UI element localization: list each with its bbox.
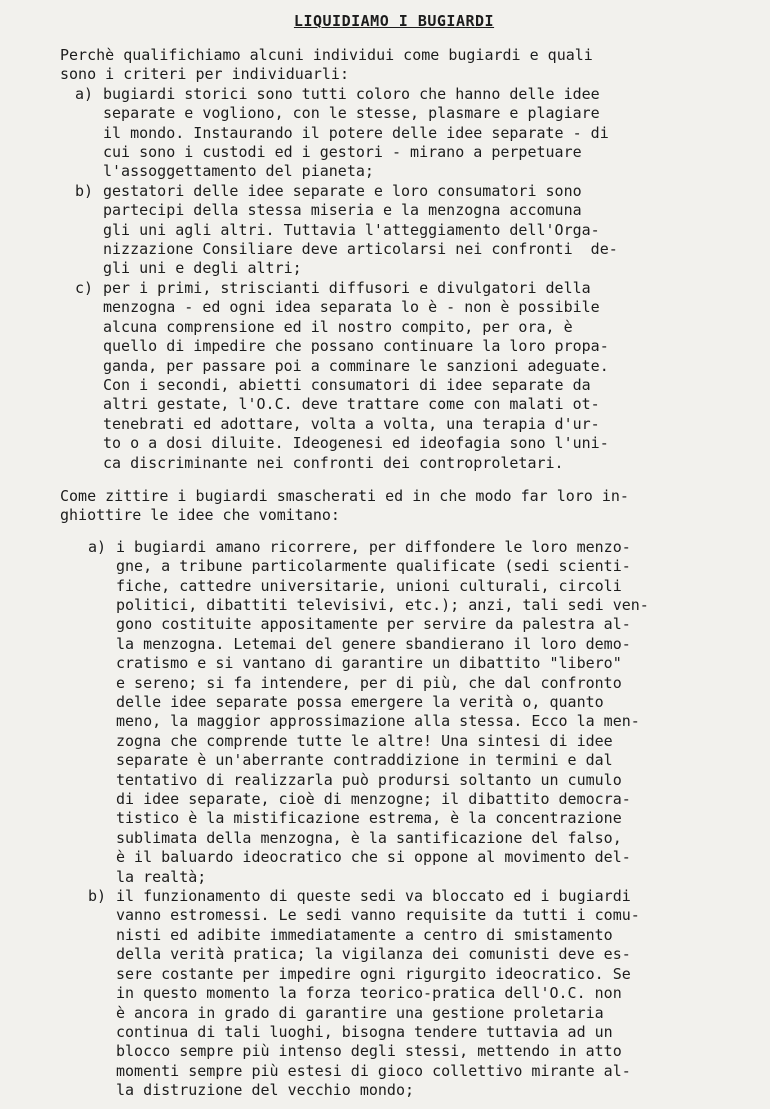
list-item — [58, 85, 730, 182]
intro-paragraph-1: Perchè qualifichiamo alcuni individui come bugiardi e quali sono i criteri per individuarli: — [60, 46, 593, 84]
intro-paragraph-2: Come zittire i bugiardi smascherati ed in che modo far loro in- ghiottire le idee che vomitano: — [60, 486, 629, 525]
list-item-text: bugiardi storici sono tutti coloro che hanno delle idee separate e vogliono, con le stesse, plasmare e plagiare il mondo. Instaurando il potere delle idee separate - di cui sono i custodi ed i gestori - mirano a perpetuare l'assoggettamento del pianeta; — [103, 84, 609, 181]
list-item-text: per i primi, striscianti diffusori e divulgatori della menzogna - ed ogni idea separata lo è - non è possibile alcuna comprensione ed il nostro compito, per ora, è quello di impedire che possano continuare la loro propa- ganda, per passare poi a comminare le sanzioni adeguate. Con i secondi, abietti consumatori di idee separate da altri gestate, l'O.C. deve trattare come con malati ot- tenebrati ed adottare, volta a volta, una terapia d'ur- to o a dosi diluite. Ideogenesi ed ideofagia sono l'uni- ca discriminante nei confronti dei controproletari. — [103, 278, 609, 472]
list-marker: c) — [74, 278, 93, 297]
list-item — [58, 279, 730, 473]
list-marker: a) — [87, 537, 106, 556]
list-item-text: i bugiardi amano ricorrere, per diffondere le loro menzo- gne, a tribune particolarmente qualificate (sedi scienti- fiche, cattedre universitarie, unioni culturali, circoli politici, dibattiti televisivi, etc.); anzi, tali sedi ven- gono costituite appositamente per servire da palestra al- la menzogna. Letemai del genere sbandierano il loro demo- cratismo e si vantano di garantire un dibattito "libero" e sereno; si fa intendere, per di più, che dal confronto delle idee separate possa emergere la verità o, quanto meno, la maggior approssimazione alla stessa. Ecco la men- zogna che comprende tutte le altre! Una sintesi di idee separate è un'aberrante contraddizione in termini e dal tentativo di realizzarla può prodursi soltanto un cumulo di idee separate, cioè di menzogne; il dibattito democra- tistico è la mistificazione estrema, è la concentrazione sublimata della menzogna, è la santificazione del falso, è il baluardo ideocratico che si oppone al movimento del- la realtà; — [116, 537, 649, 886]
list-marker: b) — [87, 887, 106, 906]
list-item-text: il funzionamento di queste sedi va bloccato ed i bugiardi vanno estromessi. Le sedi vanno requisite da tutti i comu- nisti ed adibite immediatamente a centro di smistamento della verità pratica; la vigilanza dei comunisti deve es- sere costante per impedire ogni rigurgito ideocratico. Se in questo momento la forza teorico-pratica dell'O.C. non è ancora in grado di garantire una gestione proletaria continua di tali luoghi, bisogna tendere tuttavia ad un blocco sempre più intenso degli stessi, mettendo in atto momenti sempre più estesi di gioco collettivo mirante al- la distruzione del vecchio mondo; — [116, 887, 640, 1100]
list-marker: b) — [74, 181, 93, 200]
list-marker: a) — [74, 84, 93, 103]
document-title: LIQUIDIAMO I BUGIARDI — [293, 12, 495, 30]
list-item — [58, 887, 730, 1100]
methods-list — [58, 538, 730, 1101]
list-item-text: gestatori delle idee separate e loro consumatori sono partecipi della stessa miseria e la menzogna accomuna gli uni agli altri. Tuttavia l'atteggiamento dell'Orga- nizzazione Consiliare deve articolarsi nei confronti de- gli uni e degli altri; — [103, 181, 618, 278]
list-item — [58, 538, 730, 887]
list-item — [58, 182, 730, 279]
criteria-list — [58, 85, 730, 473]
